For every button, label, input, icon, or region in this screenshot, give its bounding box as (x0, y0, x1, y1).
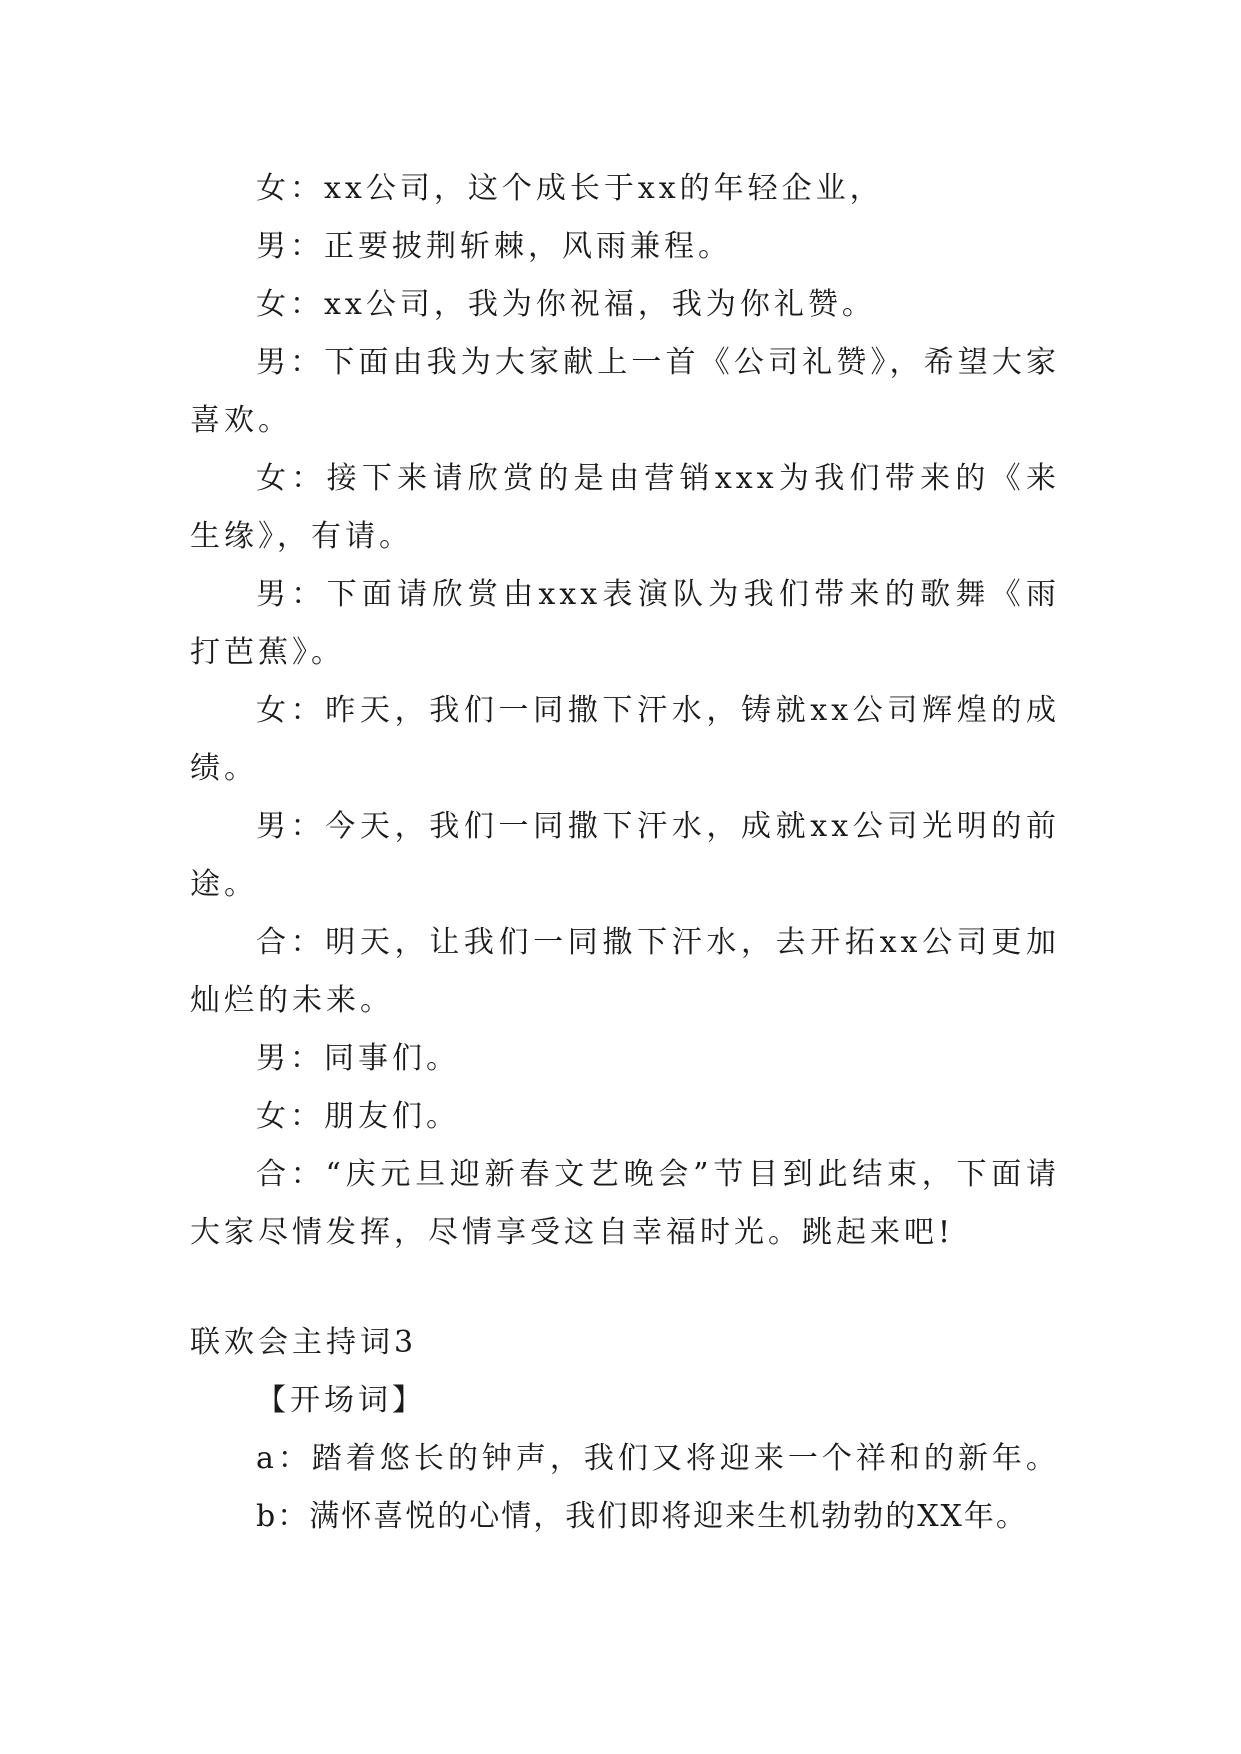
section-subheading: 【开场词】 (256, 1383, 426, 1418)
document-body (190, 160, 1060, 1546)
dialogue-line-9: 合：明天，让我们一同撒下汗水，去开拓xx公司更加灿烂的未来。 (190, 925, 1060, 1018)
dialogue-line-11: 女：朋友们。 (256, 1099, 460, 1134)
dialogue-line-12: 合：“庆元旦迎新春文艺晚会”节目到此结束，下面请大家尽情发挥，尽情享受这自幸福时光。跳起来吧! (190, 1157, 1060, 1250)
dialogue-line-4: 男：下面由我为大家献上一首《公司礼赞》，希望大家喜欢。 (190, 345, 1060, 438)
dialogue-line-1: 女：xx公司，这个成长于xx的年轻企业， (256, 171, 884, 206)
section-line-a: a：踏着悠长的钟声，我们又将迎来一个祥和的新年。 (256, 1441, 1060, 1476)
dialogue-line-5: 女：接下来请欣赏的是由营销xxx为我们带来的《来生缘》，有请。 (190, 461, 1060, 554)
section-title: 联欢会主持词3 (190, 1325, 418, 1360)
section-line-b: b：满怀喜悦的心情，我们即将迎来生机勃勃的XX年。 (256, 1499, 1028, 1534)
dialogue-line-2: 男：正要披荆斩棘，风雨兼程。 (256, 229, 732, 264)
dialogue-line-10: 男：同事们。 (256, 1041, 460, 1076)
dialogue-line-3: 女：xx公司，我为你祝福，我为你礼赞。 (256, 287, 876, 322)
dialogue-line-7: 女：昨天，我们一同撒下汗水，铸就xx公司辉煌的成绩。 (190, 693, 1060, 786)
dialogue-line-6: 男：下面请欣赏由xxx表演队为我们带来的歌舞《雨打芭蕉》。 (190, 577, 1060, 670)
dialogue-line-8: 男：今天，我们一同撒下汗水，成就xx公司光明的前途。 (190, 809, 1060, 902)
